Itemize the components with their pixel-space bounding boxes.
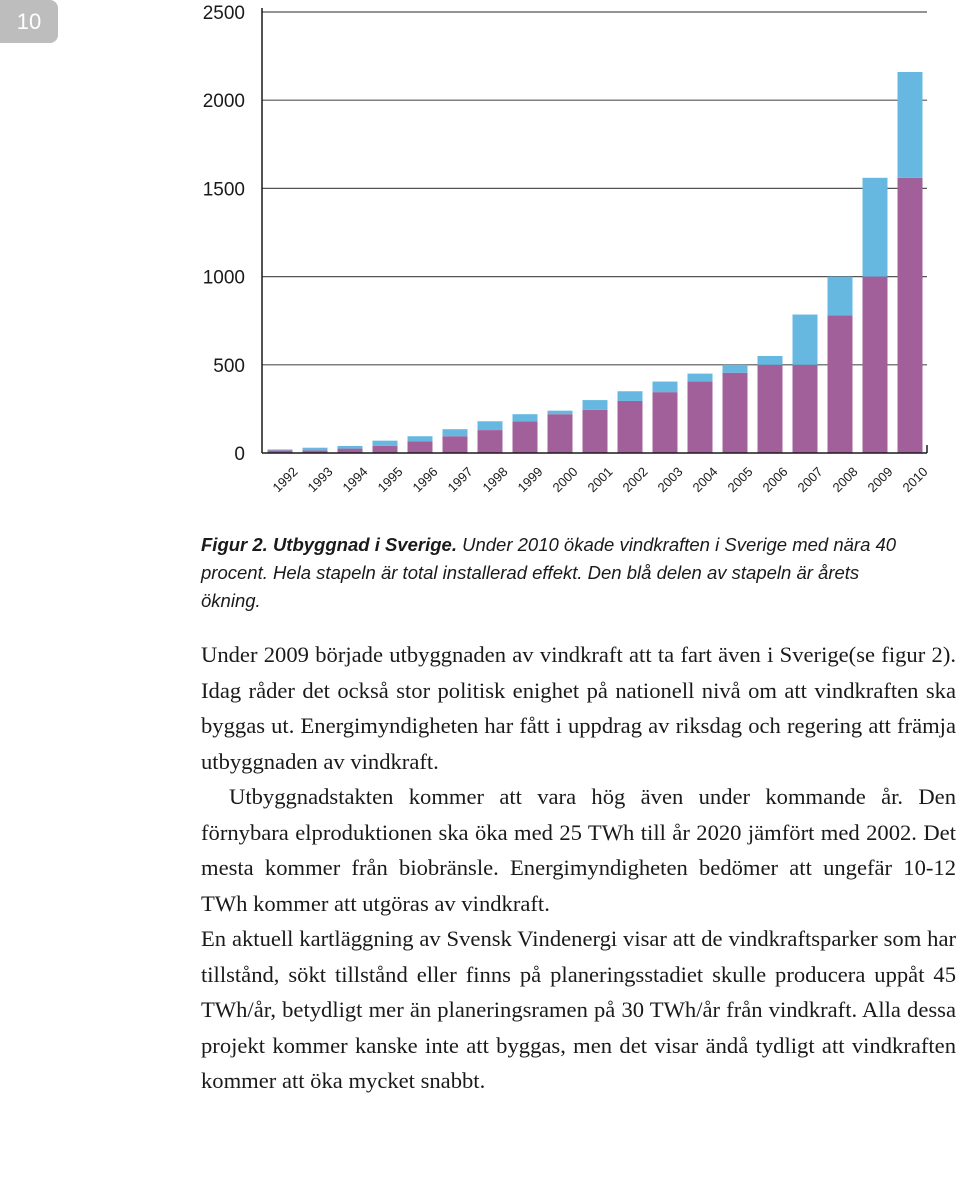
bar-segment-base [408,442,433,453]
paragraph: Under 2009 började utbyggnaden av vindkraft att ta fart även i Sverige(se figur 2). Idag råder det också stor politisk enighet på nationell nivå om att vindkraften ska byggas ut. Energimyndigheten har fått i uppdrag av riksdag och regering att främja utbyggnaden av vindkraft. [201,642,956,774]
bar-segment-increase [478,421,503,430]
x-tick-label: 1992 [269,464,301,496]
x-tick-label: 2002 [619,464,651,496]
page-number: 10 [0,0,58,43]
x-tick-label: 1994 [339,464,371,496]
bar-segment-base [548,414,573,453]
x-tick-label: 2001 [584,464,616,496]
bar-segment-increase [793,315,818,365]
bar-segment-increase [583,400,608,410]
bar-segment-base [513,421,538,453]
y-tick-label: 0 [234,444,245,465]
paragraph: En aktuell kartläggning av Svensk Vindenergi visar att de vindkraftsparker som har tillstånd, sökt tillstånd eller finns på planeringsstadiet skulle producera uppåt 45 TWh/år, betydligt mer än planeringsramen på 30 TWh/år från vindkraft. Alla dessa projekt kommer kanske inte att byggas, men det visar ändå tydligt att vindkraften kommer att öka mycket snabbt. [201,926,956,1093]
x-tick-label: 1996 [409,464,441,496]
bar-segment-increase [548,411,573,415]
x-tick-label: 1998 [479,464,511,496]
paragraph: Utbyggnadstakten kommer att vara hög även under kommande år. Den förnybara elproduktionen ska öka med 25 TWh till år 2020 jämfört med 2002. Det mesta kommer från biobränsle. Energimyndigheten bedömer att ungefär 10-12 TWh kommer att utgöras av vindkraft. [201,784,956,916]
bar-segment-increase [618,391,643,401]
bar-segment-increase [828,277,853,316]
bar-segment-base [583,410,608,453]
caption-text: Under 2010 ökade vindkraften i Sverige med nära 40 procent. Hela stapeln är total installerad effekt. Den blå delen av stapeln är årets ökning. [201,534,897,611]
x-axis-ticks [270,464,931,495]
x-tick-label: 1993 [304,464,336,496]
bar-segment-increase [863,178,888,277]
x-tick-label: 1999 [514,464,546,496]
bar-segment-increase [513,414,538,421]
x-tick-label: 1995 [374,464,406,496]
bar-segment-base [723,373,748,453]
bar-segment-increase [373,441,398,446]
bar-chart [190,0,935,510]
bar-segment-base [373,446,398,453]
x-tick-label: 2008 [829,464,861,496]
bar-segment-increase [303,448,328,451]
body-text [201,637,956,1099]
bar-segment-base [618,401,643,453]
bar-segment-base [828,315,853,453]
bar-segment-increase [898,72,923,178]
x-tick-label: 2007 [794,464,826,496]
y-axis-ticks [203,3,245,465]
x-tick-label: 2009 [864,464,896,496]
bar-segment-increase [723,365,748,373]
bar-segment-base [478,430,503,453]
caption-label: Figur 2. Utbyggnad i Sverige. [201,534,457,555]
bar-segment-increase [408,436,433,441]
figure-caption [201,531,901,615]
bar-segment-base [898,178,923,453]
bar-segment-increase [758,356,783,365]
bars [268,72,923,453]
bar-segment-base [863,277,888,453]
bar-segment-base [758,365,783,453]
y-tick-label: 1000 [202,267,245,289]
x-tick-label: 2010 [899,464,931,496]
axes [262,8,927,453]
bar-segment-base [688,382,713,453]
bar-segment-base [793,365,818,453]
bar-segment-increase [653,382,678,393]
x-tick-label: 2003 [654,464,686,496]
bar-segment-increase [338,446,363,449]
y-tick-label: 2500 [202,3,245,24]
x-tick-label: 2005 [724,464,756,496]
bar-segment-increase [443,429,468,436]
gridlines [262,12,927,365]
y-tick-label: 2000 [202,91,245,113]
x-tick-label: 2000 [549,464,581,496]
bar-segment-base [443,436,468,453]
bar-segment-increase [688,374,713,382]
bar-segment-increase [268,449,293,450]
y-tick-label: 1500 [202,179,245,201]
x-tick-label: 1997 [444,464,476,496]
bar-segment-base [653,392,678,453]
y-tick-label: 500 [213,355,245,377]
x-tick-label: 2004 [689,464,721,496]
x-tick-label: 2006 [759,464,791,496]
